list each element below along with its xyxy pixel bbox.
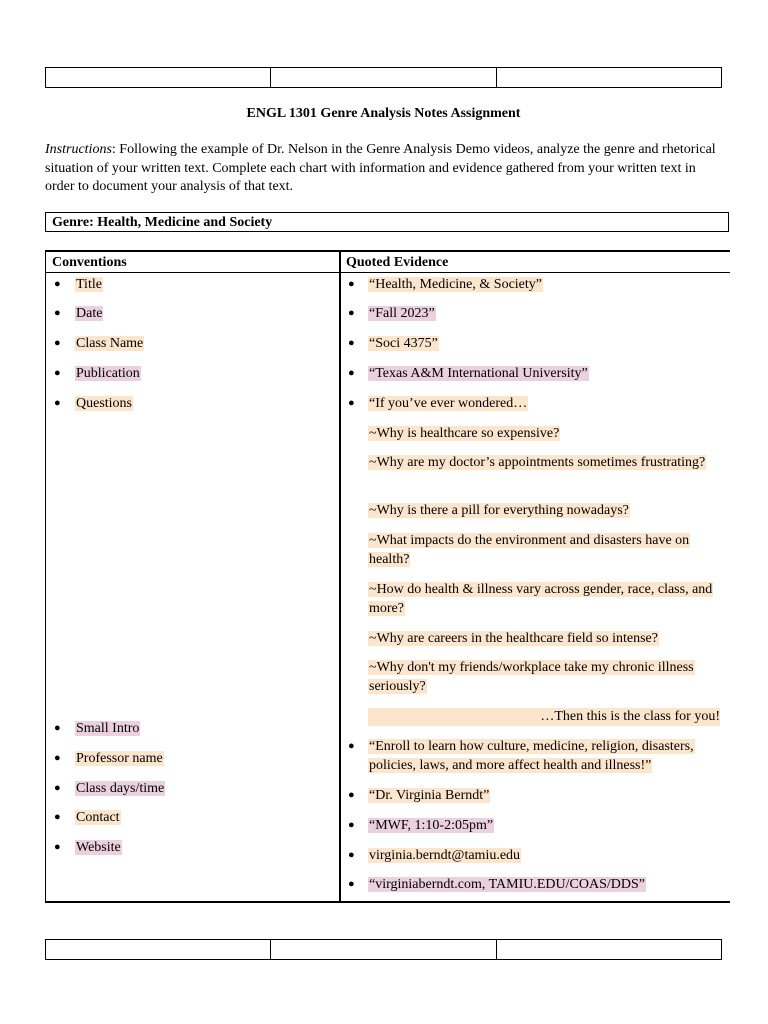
bullet-icon: ● — [348, 367, 355, 379]
bullet-icon: ● — [54, 811, 61, 823]
convention-item: ● Class Name — [54, 336, 144, 351]
evidence-item: ● “Dr. Virginia Berndt” — [348, 788, 490, 803]
bullet-icon: ● — [54, 752, 61, 764]
bullet-icon: ● — [348, 740, 355, 752]
bullet-icon: ● — [54, 782, 61, 794]
convention-item: ● Class days/time — [54, 781, 165, 796]
header-cell — [496, 68, 721, 88]
question-line: ~Why are my doctor’s appointments sometimes frustrating? — [369, 455, 706, 470]
convention-item: ● Contact — [54, 810, 120, 825]
evidence-item: ● “MWF, 1:10-2:05pm” — [348, 818, 494, 833]
instructions-label: Instructions — [45, 142, 112, 157]
bullet-icon: ● — [348, 819, 355, 831]
bullet-icon: ● — [348, 278, 355, 290]
bullet-icon: ● — [348, 789, 355, 801]
bullet-icon: ● — [54, 337, 61, 349]
header-rule — [46, 272, 730, 273]
bullet-icon: ● — [348, 397, 355, 409]
question-line: ~Why is healthcare so expensive? — [369, 426, 560, 441]
bullet-icon: ● — [348, 307, 355, 319]
header-table — [45, 67, 722, 88]
convention-item: ● Professor name — [54, 751, 163, 766]
question-line: ~How do health & illness vary across gender, race, class, and more? — [369, 582, 713, 616]
bullet-icon: ● — [348, 878, 355, 890]
convention-item: ● Website — [54, 840, 121, 855]
bullet-icon: ● — [54, 397, 61, 409]
convention-item: ● Publication — [54, 366, 140, 381]
convention-item: ● Date — [54, 306, 103, 321]
analysis-table — [45, 250, 730, 903]
document-title: ENGL 1301 Genre Analysis Notes Assignment — [246, 106, 521, 121]
evidence-item: ● virginia.berndt@tamiu.edu — [348, 848, 521, 863]
footer-cell — [46, 940, 271, 960]
convention-item: ● Questions — [54, 396, 132, 411]
convention-item: ● Title — [54, 277, 102, 292]
question-line: ~What impacts do the environment and disasters have on health? — [369, 533, 690, 567]
instructions-text: : Following the example of Dr. Nelson in the Genre Analysis Demo videos, analyze the genre and rhetorical situation of your written text. Complete each chart with information and evidence gathered from your written text in order to document your analysis of that text. — [45, 142, 716, 194]
column-divider — [339, 252, 341, 901]
then-line: …Then this is the class for you! — [368, 708, 720, 726]
conventions-header: Conventions — [52, 255, 127, 270]
header-cell — [271, 68, 496, 88]
evidence-item: ● “Texas A&M International University” — [348, 366, 588, 381]
convention-item: ● Small Intro — [54, 721, 140, 736]
genre-heading: Genre: Health, Medicine and Society — [45, 212, 729, 232]
bullet-icon: ● — [54, 307, 61, 319]
footer-cell — [496, 940, 721, 960]
evidence-item: ● “Fall 2023” — [348, 306, 435, 321]
bullet-icon: ● — [54, 841, 61, 853]
bullet-icon: ● — [54, 278, 61, 290]
question-line: ~Why are careers in the healthcare field so intense? — [369, 631, 658, 646]
footer-table — [45, 939, 722, 960]
bullet-icon: ● — [348, 849, 355, 861]
bullet-icon: ● — [54, 722, 61, 734]
evidence-item: ● “Enroll to learn how culture, medicine, religion, disasters, policies, laws, and more affect health and illness!” — [348, 739, 694, 773]
question-line: ~Why is there a pill for everything nowadays? — [369, 503, 629, 518]
bullet-icon: ● — [54, 367, 61, 379]
footer-cell — [271, 940, 496, 960]
evidence-item: ● “Soci 4375” — [348, 336, 438, 351]
instructions — [45, 141, 725, 197]
bullet-icon: ● — [348, 337, 355, 349]
question-line: ~Why don't my friends/workplace take my chronic illness seriously? — [369, 660, 694, 694]
evidence-item: ● “If you’ve ever wondered… — [348, 396, 528, 411]
evidence-header: Quoted Evidence — [346, 255, 449, 270]
header-cell — [46, 68, 271, 88]
evidence-item: ● “Health, Medicine, & Society” — [348, 277, 542, 292]
evidence-item: ● “virginiaberndt.com, TAMIU.EDU/COAS/DDS” — [348, 877, 646, 892]
